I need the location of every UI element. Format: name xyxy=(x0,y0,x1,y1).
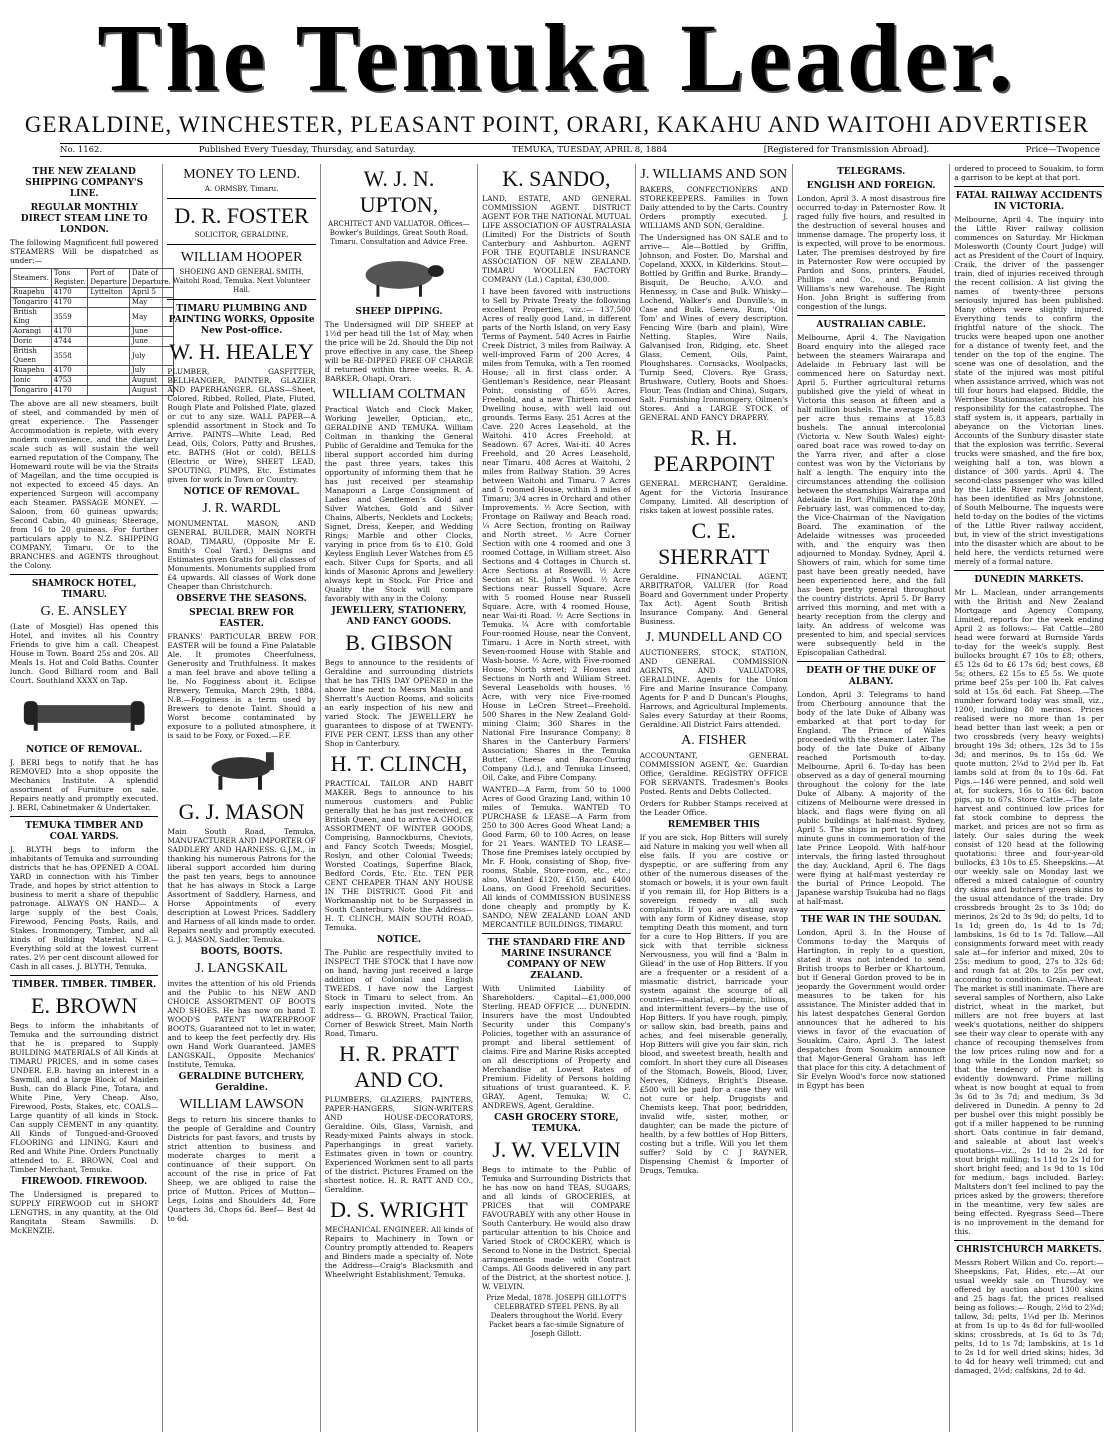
removal-text: J. BERI begs to notify that he has REMOVED Into a shop opposite the Mechanics Institute. A splendid assortment of Furniture on sale. Repairs neatly and promptly executed. J. BERI, Cabinetmaker & Undertaker. xyxy=(10,758,159,812)
table-row xyxy=(11,347,174,366)
column-6 xyxy=(793,164,950,1432)
table-row xyxy=(11,337,174,347)
issue-date: TEMUKA, TUESDAY, APRIL 8, 1884 xyxy=(512,145,668,155)
table-cell: July xyxy=(129,347,173,366)
wright-name: D. S. WRIGHT xyxy=(330,1197,468,1222)
velvin-name: J. W. VELVIN xyxy=(492,1137,621,1162)
table-cell: Tongariro xyxy=(11,298,52,308)
mason-name: G. J. MASON xyxy=(178,799,305,824)
horse-engraving xyxy=(167,746,315,792)
cable-heading: AUSTRALIAN CABLE. xyxy=(816,320,926,330)
telegrams-heading: TELEGRAMS. xyxy=(837,167,906,177)
sando-name: K. SANDO, xyxy=(502,166,611,191)
sando-text: LAND, ESTATE, AND GENERAL COMMISSION AGENT. DISTRICT AGENT FOR THE NATIONAL MUTUAL LIFE ASSOCIATION OF AUSTRALASIA (Limited) For the Districts of South Canterbury and Ashburton. AGENT FOR THE EQUITABLE INSURANCE ASSOCIATION OF NEW ZEALAND. TIMARU WOOLLEN FACTORY COMPANY (Ld.) Capital, £30,000. xyxy=(482,194,631,284)
ratt-name: H. R. PRATT AND CO. xyxy=(339,1041,459,1092)
column-1 xyxy=(6,164,171,1432)
newspaper-subtitle: GERALDINE, WINCHESTER, PLEASANT POINT, ORARI, KAKAHU AND WAITOHI ADVERTISER xyxy=(24,112,1090,137)
dipping-text: The Undersigned will DIP SHEEP at 1½d per head till the 1st of May, when the price will be 2d. Should the Dip not prove effective in any case, the Sheep will be RE-DIPPED FREE OF CHARGE if returned within three weeks. R. A. BARKER, Ohapi, Orari. xyxy=(324,320,474,383)
pearpoint-text: GENERAL MERCHANT, Geraldine. Agent for the Victoria Insurance Company, Limited. All description of risks taken at lowest possible rates. xyxy=(639,479,788,515)
foreign-text: London, April 3. A most disastrous fire occurred to-day in Paternoster Row. It raged fully five hours, and resulted in the destruction of several houses and immense damage. The property loss, it is expected, will prove to be enormous. Later. The premises destroyed by fire in Paternoster Row were occupied by Pardon and Sons, printers, Faudel, Phillips and Co., and Benjamin Williams's new warehouse. The Right Hon. John Bright is suffering from congestion of the lungs. xyxy=(796,194,946,311)
table-cell: 4170 xyxy=(51,386,87,396)
brown-heading: TIMBER. TIMBER. TIMBER. xyxy=(12,980,157,990)
table-cell: April 5 xyxy=(129,288,173,298)
table-cell: June xyxy=(129,337,173,347)
boots-heading: BOOTS, BOOTS. xyxy=(200,947,283,957)
masthead xyxy=(0,0,1114,150)
wardl-text: MONUMENTAL MASON, AND GENERAL BUILDER, MAIN NORTH ROAD, TIMARU, (Opposite Mr E. Smith's Coal Yard.) Designs and Estimates given Gratis for all classes of Monuments. Monuments supplied from £4 upwards. All classes of Work done Cheaper than Christchurch. xyxy=(167,519,316,591)
table-row xyxy=(11,308,174,327)
cable-text: Melbourne, April 4. The Navigation Board enquiry into the alleged race between the steamers Wairarapa and Adelaide in February last will be commenced here on Saturday next. April 5. Further agricultural returns published give the yield of wheat in Victoria this season at fifteen and a half million bushels. The average yield per acre thus remains at 15.83 bushels. The annual intercolonial (Victoria v. New South Wales) eight-oared boat race was rowed to-day on the Yarra river, and after a close contest was won by the Victorians by half a length. The enquiry into the circumstances attending the collision between the steamships Wairarapa and Adelaide in Port Phillip, on the 20th February last, was commenced to-day, the Vice-Chairman of the Navigation Board. The examination of the Adelaide witnesses was proceeded with, and the enquiry was then adjourned to Monday. Sydney, April 4. Showers of rain, which for some time past have been greatly needed, have been experienced here, and the fall has been pretty general throughout the country districts. April 5. Dr Barry arrived this morning, and met with a hearty reception from the clergy and laity. An address of welcome was presented to him, and special services were subsequently held in the Episcopalian Cathedral. xyxy=(796,333,946,657)
notice-heading: NOTICE. xyxy=(376,935,422,945)
dunedin-text: Mr L. Maclean, under arrangements with the British and New Zealand Mortgage and Agency Company, Limited, reports for the week ending April 2 as follows:— Fat Cattle—280 head were forward at Burnside Yards to-day for the week's supply. Best bullocks brought £7 10s to £8; others, £5 12s 6d to £6 17s 6d; best cows, £8 5s; others, £2 15s to £5 5s. We quote prime beef 25s per 100 lb. Fat calves sold at 15s 6d each. Fat Sheep.—The number forward today was small, viz., 1200, including 80 merinos. Prices realised were no more than 1s per head better than last week; a pen or two crossbreds (very heavy weights) brought 19s 3d; others, 12s 3d to 15s 3d; and merinos, 9s to 15s 6d. We quote mutton, 2¼d to 2½d per lb. Fat lambs sold at from 8s to 10s 6d. Fat Pigs.—146 were penned, and sold well at, for suckers, 16s to 16s 6d; bacon pigs, up to 67s. Store Cattle.—The late harvest and continued low prices for fat stock combine to depress the market, and prices are not so firm as lately. Our sales during the week consist of 120 head at the following quotations: three and four-year-old bullocks, £3 10s to £5. Sheepskins.—At our weekly sale on Monday last we offered a mixed catalogue of country dry skins and butchers' green skins to the usual attendance of the trade. Dry crossbreds brought 2s to 3s 10d; do merinos, 2s 2d to 3s 9d; do pelts, 1d to 1s 1d; green do, 1s 4d to 1s 7d; lambskins, 1s 6d to 1s 7d. Tallow.—All consignments forward meet with ready sale at—for inferior and mixed, 20s to 25s; medium to good, 27s to 32s 6d; and rough fat at 20s to 25s per cwt, according to condition. Grain.—Wheat: The market is still inanimate. There are several samples of Northern, also Lake district, wheat in the market, but millers are not free buyers at last week's quotations, neither do shippers see their way clear to operate with any chance of recouping themselves from the low prices ruling now and for a long while in the London market; so that the tendency of the market is evidently downward. Prime milling wheat is now bought at equal to from 3s 6d to 3s 7d; and medium, 3s 3d delivered in Dunedin. A penny to 2d per bushel over this might possibly be got if a miller happened to be running short. Oats continue in fair demand, and saleable at about last week's quotations—viz., 2s 1d to 2s 2d for stout bright milling; 1s 11d to 2s 1d for short bright feed; and 1s 9d to 1s 10d for medium, bags included. Barley: Maltsters don't feel inclined to pay the prices asked by the growers; therefore in the meantime, very few sales are being effected. Ryegrass Seed—There is no improvement in the demand for this. xyxy=(954,588,1104,1236)
sheep-engraving xyxy=(325,253,473,299)
gibson-text: Begs to announce to the residents of Geraldine and surrounding districts that he has THIS DAY OPENED in the above line next to Messrs Maslin and Sherratt's Auction Rooms, and solicits an early inspection of his new and varied Stock. The JEWELLERY he guarantees to dispose of at TWENTY-FIVE PER CENT. LESS than any other Shop in Canterbury. xyxy=(324,658,474,748)
table-cell xyxy=(88,347,130,366)
hotel-proprietor: G. E. ANSLEY xyxy=(40,604,128,619)
steamer-table-header-cell: Port of Departure xyxy=(88,269,130,288)
removal-notice-heading: NOTICE OF REMOVAL. xyxy=(183,487,300,497)
fisher-text: ACCOUNTANT, GENERAL COMMISSION AGENT, &c. Guardian Office, Geraldine. REGISTRY OFFICE FOR SERVANTS. Tradesmen's Books Posted. Rents and Debts Collected. xyxy=(639,751,788,796)
hooper-text: SHOEING AND GENERAL SMITH, Waitohi Road, Temuka. Next Volunteer Hall. xyxy=(172,268,311,294)
albany-text: London, April 3. Telegrams to hand from Cherbourg announce that the body of the late Duke of Albany was embarked at that port to-day for England. The Prince of Wales proceeded with the steamer. Later. The body of the late Duke of Albany reached Portsmouth to-day. Melbourne, April 6. To-day has been observed as a day of general mourning throughout the colony for the late Duke of Albany. A majority of the citizens of Melbourne were dressed in black, and flags were flying on all public buildings at half-mast. Sydney, April 5. The ships in port to-day fired minute guns in commemoration of the late Prince Leopold. With half-hour intervals, the firing lasted throughout the day. Auckland, April 6. The flags were flying at half-mast yesterday re the burial of Prince Leopold. The Japanese warship Tsukuba had no flags at half-mast. xyxy=(796,690,946,906)
column-3 xyxy=(321,164,478,1432)
dateline xyxy=(60,143,1100,157)
table-cell xyxy=(88,308,130,327)
railway-heading: FATAL RAILWAY ACCIDENTS IN VICTORIA. xyxy=(955,191,1103,212)
table-cell: Lyttelton xyxy=(88,288,130,298)
table-cell: June xyxy=(129,327,173,337)
table-row xyxy=(11,366,174,376)
divider xyxy=(797,661,945,662)
steamer-table-header xyxy=(11,269,174,288)
brown-text: Begs to inform the inhabitants of Temuka and the surrounding district that he is prepared to Supply BUILDING MATERIALS of All Kinds at TIMARU PRICES, and in some cases UNDER. E.B. having an interest in a Sawmill, and a large Block of Maiden Bush, can do Black Pine, Totara, and White Pine, Very Cheap. Also, Firewood, Posts, Stakes, etc. COALS—Large quantity of all kinds in Stock. Can supply CEMENT in any quantity. All Kinds of Tongued-and-Grooved FLOORING and LINING, Kauri and Red and White Pine. Orders Punctually attended to. E. BROWN, Coal and Timber Merchant, Temuka. xyxy=(10,1021,159,1174)
jewellery-heading: JEWELLERY, STATIONERY, AND FANCY GOODS. xyxy=(331,606,467,627)
mason-text: Main South Road, Temuka, MANUFACTURER AND IMPORTER OF SADDLERY AND HARNESS. G.J.M., in thanking his numerous Patrons for the liberal support accorded him during the past ten years, begs to announce that he has always in Stock a Large Assortment of Saddlery, Harness, and Horse Appointments of every description at Lowest Prices. Saddlery and Harness of all kinds made to order. Repairs neatly and promptly executed. G. J. MASON, Saddler, Temuka. xyxy=(167,827,316,944)
timber-text: J. BLYTH begs to inform the inhabitants of Temuka and surrounding districts that he has OPENED A COAL YARD in connection with his Timber Trade, and hopes by strict attention to business to merit a share of thepublic patronage. ALWAYS ON HAND— A large supply of the best Coals, Firewood, Fencing Posts, Rails, and Stakes. Ironmongery, Timber, and all kinds of Building Material. N.B.—Everything sold at the lowest current rates. 2½ per cent discount allowed for Cash in all cases. J. BLYTH, Temuka. xyxy=(10,845,159,971)
shipping-subheading: REGULAR MONTHLY DIRECT STEAM LINE TO LONDON. xyxy=(20,203,148,235)
column-4 xyxy=(478,164,635,1432)
foreign-heading: ENGLISH AND FOREIGN. xyxy=(806,181,936,191)
divider xyxy=(954,570,1103,571)
lawson-text: Begs to return his sincere thanks to the people of Geraldine and Country Districts for past favors, and trusts by strict attention to business and moderate charges to merit a continuance of their support. On account of the rise in price of Fat Sheep, we are obliged to raise the price of Mutton. Prices of Mutton— Legs, Loins and Shoulders 4d, Fore Quarters 3d, Chops 6d. Beef— Best 4d to 6d. xyxy=(167,1115,316,1223)
gibson-name: B. GIBSON xyxy=(345,630,453,655)
railway-text: Melbourne, April 4. The inquiry into the Little River railway collision commences on Saturday. Mr Hickman Molesworth (County Court Judge) will act as President of the Court of Inquiry. Craik, the driver of the passenger train, died of injuries received through the recent collision. A list giving the names of twenty-three persons seriously injured has been published. Many others were slightly injured. Everything tends to confirm the frightful nature of the shock. The trucks were heaped upon one another for a distance of twenty feet, and the tender on the top of the engine. The scene was one of desolation, and the state of the injured was most pitiful when assistance arrived, which was not till four hours had elapsed. Biddle, the Werribee Stationmaster, confessed his responsibility for the catastrophe. The staff system is, it appears, partially in abeyance on the Victorian lines. Accounts of the Sunbury disaster state that the explosion was terrific. Several trucks were smashed, and the fire box, weighing half a ton, was blown a distance of 300 yards. April 4. The second-class passenger who was killed by the Little River railway accident, has been identified as Mrs Johnstone, of South Melbourne. The inquests were held to-day on the bodies of the victims of the Little River railway accident, but, in view of the strict investigations into the disaster which are about to be held here, the verdicts returned were merely of a formal nature. xyxy=(954,215,1104,566)
divider xyxy=(954,186,1103,187)
langskail-name: J. LANGSKAIL xyxy=(195,961,288,976)
upton-text: ARCHITECT AND VALUATOR. Offices—Bowker's Buildings, Great South Road, Timaru. Consultation and Advice Free. xyxy=(328,220,470,246)
table-cell: Ionic xyxy=(11,376,52,386)
table-cell: British King xyxy=(11,308,52,327)
table-cell: Ruapehu xyxy=(11,366,52,376)
wanted-text: WANTED—A Farm, from 50 to 1000 Acres of Good Grazing Land, within 10 miles of Temuka. WANTED TO PURCHASE & LEASE—A Farm from 250 to 300 Acres Good Wheat Land; a Good Farm, 60 to 100 Acres, on lease for 21 Years. WANTED TO LEASE—Those fine Premises lately occupied by Mr. F. Hook, consisting of Shop, five-rooms, Stable, Store-room, etc., etc.; also, Wanted £120, £150, and £400 Loans, on Good Freehold Securities. All kinds of COMMISSION BUSINESS done cheaply and promptly by K. SANDO, NEW ZEALAND LOAN AND MERCANTILE BUILDINGS, TIMARU. xyxy=(482,785,631,929)
lawson-name: WILLIAM LAWSON xyxy=(179,1097,304,1112)
shipping-intro: The following Magnificent full powered STEAMERS Will be dispatched as under:— xyxy=(10,238,159,265)
steamer-table xyxy=(10,268,174,396)
steamer-table-body xyxy=(11,288,174,396)
wardl-name: J. R. WARDL xyxy=(202,501,281,516)
table-cell: 4744 xyxy=(51,337,87,347)
clinch-text: PRACTICAL TAILOR AND HABIT MAKER. Begs to announce to his numerous customers and Public generally that he has just received, ex British Queen, and to arrive A CHOICE ASSORTMENT OF WINTER GOODS, Comprising, Bannockburns, Cheviots, and Fancy Scotch Tweeds; Mosgiel, Roslyn, and other Colonial Tweeds; Worsted Coatings, Superfine Black, Bedford Cords, Etc. Etc. TEN PER CENT CHEAPER THAN ANY HOUSE IN THE DISTRICT. Good Fit and Workmanship not to be Surpassed in South Canterbury. Note the Address— H. T. CLINCH, MAIN SOUTH ROAD, Temuka. xyxy=(324,779,474,932)
steamer-table-header-cell: Date of Departure. xyxy=(129,269,173,288)
hotel-heading: SHAMROCK HOTEL, TIMARU. xyxy=(31,579,137,600)
table-cell: 4170 xyxy=(51,366,87,376)
newspaper-title: The Temuka Leader. xyxy=(97,4,1017,111)
williams-name: J. WILLIAMS AND SON xyxy=(640,167,788,182)
hop-bitters-text: If you are sick, Hop Bitters will surely aid Nature in making you well when all else fails. If you are costive or dyspeptic, or are suffering from any other of the numerous diseases of the stomach or bowels, it is your own fault if you remain ill, for Hop Bitters is a sovereign remedy in all such complaints. If you are wasting away with any form of Kidney disease, stop tempting Death this moment, and turn for a cure to Hop Bitters. If you are sick with that terrible sickness Nervousness, you will find a 'Balm in Gilead' in the use of Hop Bitters. If you are a frequenter or a resident of a miasmatic district, barricade your system against the scourge of all countries—malarial, epidemic, bilious, and intermittent fevers—by the use of Hop Bitters. If you have rough, pimply, or sallow skin, bad breath, pains and aches, and feel miserable generally, Hop Bitters will give you fair skin, rich blood, and sweetest breath, health and comfort. In short they cure all Diseases of the Stomach, Bowels, Blood, Liver, Nerves, Kidneys, Bright's Disease. £500 will be paid for a case they will not cure or help. Druggists and Chemists keep. That poor, bedridden, invalid wife, sister, mother, or daughter, can be made the picture of health, by a few bottles of Hop Bitters, costing but a trifle. Will you let them suffer? Sold by C J RAYNER, Dispensing Chemist & Importer of Drugs, Temuka. xyxy=(639,833,788,1175)
divider xyxy=(167,299,315,300)
foster-name: D. R. FOSTER xyxy=(174,203,309,228)
plumbing-heading: TIMARU PLUMBING AND PAINTING WORKS, Opposite New Post-office. xyxy=(168,304,315,336)
langskail-text: invites the attention of his old Friends and the Public to his NEW AND CHOICE ASSORTMENT OF BOOTS AND SHOES. He has now on hand T. WOOD'S PATENT WATERPROOF BOOTS, Guaranteed not to let in water, and to keep the feet perfectly dry. His own Hand Work Guaranteed. JAMES LANGSKAIL, Opposite Mechanics' Institute, Temuka. xyxy=(167,979,316,1069)
timber-heading: TEMUKA TIMBER AND COAL YARDS. xyxy=(25,821,144,842)
fisher-name: A. FISHER xyxy=(681,733,747,748)
divider xyxy=(797,910,945,911)
dunedin-heading: DUNEDIN MARKETS. xyxy=(974,575,1084,585)
ratt-text: PLUMBERS, GLAZIERS, PAINTERS, PAPER-HANGERS, SIGN-WRITERS AND HOUSE-DECORATORS, Geraldine. Oils, Glass, Varnish, and Ready-mixed Paints always in stock. Paperhangings in great variety. Estimates given in town or country. Experienced Workmen sent to all parts of the district. Pictures Framed on the shortest notice. H. R. RATT AND CO., Geraldine. xyxy=(324,1095,474,1194)
table-cell xyxy=(88,386,130,396)
shipping-text: The above are all new steamers, built of steel, and commanded by men of great experience. The Passenger Accommodation is replete, with every modern convenience, and the dietary scale such as will sustain the well earned reputation of the Company. The Homeward route will be via the Straits of Magellan, and the time occupied is not expected to exceed 45 days. An experienced Surgeon will accompany each Steamer. PASSAGE MONEY. — Saloon, from 60 guineas upwards; Second Cabin, 40 guineas; Steerage, from 16 to 20 guineas. For further particulars apply to N.Z. SHIPPING COMPANY, Timaru, Or to the BRANCHES and AGENTS throughout the Colony. xyxy=(10,399,159,570)
standard-insurance-heading: THE STANDARD FIRE AND MARINE INSURANCE COMPANY OF NEW ZEALAND. xyxy=(487,938,626,981)
divider xyxy=(954,1240,1103,1241)
table-cell: May xyxy=(129,308,173,327)
table-cell: 3558 xyxy=(51,347,87,366)
column-5 xyxy=(636,164,793,1432)
table-cell: August xyxy=(129,386,173,396)
registration-note: [Registered for Transmission Abroad]. xyxy=(763,145,930,155)
table-row xyxy=(11,376,174,386)
velvin-text: Begs to intimate to the Public of Temuka and Surrounding Districts that he has now on hand TEAS, SUGARS, and all kinds of GROCERIES, at PRICES that will COMPARE FAVOURABLY with any other House in South Canterbury. He would also draw particular attention to his Choice and Varied Stock of CROCKERY, which is Second to None in the District. Special arrangements made with Contract Camps. All Goods delivered in any part of the District, at the shortest notice. J. W. VELVIN. xyxy=(482,1165,631,1291)
divider xyxy=(10,816,158,817)
table-cell xyxy=(88,298,130,308)
issue-number: No. 1162. xyxy=(60,145,103,155)
steamer-table-header-cell: Steamers. xyxy=(11,269,52,288)
christchurch-heading: CHRISTCHURCH MARKETS. xyxy=(956,1245,1102,1255)
table-cell: 4170 xyxy=(51,288,87,298)
sofa-engraving xyxy=(10,691,158,737)
table-row xyxy=(11,386,174,396)
coltman-text: Practical Watch and Clock Maker, Working Jeweller, Optician, etc., GERALDINE AND TEMUKA. William Coltman in thanking the General Public of Geraldine and Temuka for the liberal support accorded him during the past three years, takes this opportunity of informing them that he has just received per steamship Manapouri a Large Consignment of Ladies and Gentlemen's Gold and Silver Watches, Gold and Silver Chains, Alberts, Necklets and Lockets; Signet, Dress, Keeper, and Wedding Rings; Marble and other Clocks, varying in price from 6s to £10. Gold Keyless English Lever Watches from £5 each. Silver Cups for Sports, and all kinds of Masonic Aprons and Jewellery always kept in Stock. For Price and Quality the Stock will compare favorably with any in the Colony. xyxy=(324,405,474,603)
christchurch-text: Messrs Robert Wilkin and Co. report:— Sheepskins, Fat, Hides, etc.—At our usual weekly sale on Thursday we offered by auction about 1300 skins and 25 bags fat, the prices realised being as follows:— Rough, 2½d to 2¾d; tallow, 3d; pelts, 1¼d per lb. Merinos at from 1s up to 4s 8d for full-woolled skins; crossbreds, at 1s 6d to 3s 7d; pelts, 1d to 1s 7d; lambskins, at 1s 1d to 2s 1d for well dried skins; hides, 3d to 4d for heavy well trimmed; cut and damaged, 2½d; calfskins, 2d to 4d. xyxy=(954,1258,1104,1375)
divider xyxy=(10,975,158,976)
table-cell xyxy=(88,337,130,347)
butchery-heading: GERALDINE BUTCHERY, Geraldine. xyxy=(178,1072,305,1093)
table-cell: Doric xyxy=(11,337,52,347)
divider xyxy=(167,198,315,199)
table-cell xyxy=(88,327,130,337)
soudan-text: London, April 3. In the House of Commons to-day the Marquis of Hartington, in reply to a question, stated it was not intended to send British troops to Berber or Khartoum, but if General Gordon proved to be in jeopardy the Government would order measures to be taken for his assistance. The Minister added that in his latest despatches General Gordon announces that he adhered to his views in favor of the evacuation of Souakim. Cairo, April 3. The latest despatches from Souakim announce that Major-General Graham has left that place for this city. A detachment of Sir Evelyn Wood's force now stationed in Egypt has been xyxy=(796,928,946,1090)
gillott-text: Prize Medal, 1878. JOSEPH GILLOTT'S CELEBRATED STEEL PENS. By all Dealers throughout the World. Every Packet bears a fac-simile Signature of Joseph Gillott. xyxy=(486,1294,627,1338)
brown-name: E. BROWN xyxy=(31,993,138,1018)
ormsby-heading: MONEY TO LEND. xyxy=(183,167,300,182)
wright-text: MECHANICAL ENGINEER. All kinds of Repairs to Machinery in Town or Country promptly attended to. Reapers and Binders made a specialty of. Note the Address—Craig's Blacksmith and Wheelwright Establishment, Temuka. xyxy=(324,1225,474,1279)
brew-text: FRANKS' PARTICULAR BREW FOR EASTER will be found a Fine Palatable Ale. It promotes Cheerfulness, Generosity and Truthfulness. It makes a man feel brave and above telling a lie. No Fogginess about it. Eclipse Brewery, Temuka, March 29th, 1884. N.B.—Fogginess is a term used by Brewers to denote Taint. Should a Worst become contaminated by exposure to a polluted atmosphere, it is said to be Foxy, or Foxed.—F.F. xyxy=(167,632,316,740)
table-cell: August xyxy=(129,376,173,386)
columns xyxy=(6,164,1108,1432)
pearpoint-name: R. H. PEARPOINT xyxy=(653,425,775,476)
remember-heading: REMEMBER THIS xyxy=(667,820,760,830)
healey-name: W. H. HEALEY xyxy=(169,339,314,364)
hotel-text: (Late of Mosgiel) Has opened this Hotel, and invites all his Country Friends to give him a call. Cheapest House in Town. Board 25s and 20s. All Meals 1s. Hot and Cold Baths. Counter lunch. Good Billiard room and Ball Court. Southland XXXX on Tap. xyxy=(10,622,159,685)
dipping-heading: SHEEP DIPPING. xyxy=(355,307,443,317)
grocery-heading: CASH GROCERY STORE, TEMUKA. xyxy=(494,1113,619,1134)
seasons-heading: OBSERVE THE SEASONS. xyxy=(176,594,307,604)
removal-heading: NOTICE OF REMOVAL. xyxy=(26,745,143,755)
sherratt-text: Geraldine. FINANCIAL AGENT, ARBITRATOR, VALUER (for Road Board and Government under Property Tax Act). Agent South British Insurance Company. And General Business. xyxy=(639,572,788,626)
table-cell: 4170 xyxy=(51,298,87,308)
table-cell: 3559 xyxy=(51,308,87,327)
table-cell: Aorangi xyxy=(11,327,52,337)
mundell-text: AUCTIONEERS, STOCK, STATION, AND GENERAL COMMISSION AGENTS, AND VALUATORS, GERALDINE. Agents for the Union Fire and Marine Insurance Company. Agents for P and D Duncan's Ploughs, Harrows, and Agricultural Implements. Sales every Saturday at their Rooms, Geraldine. All District Fairs attended. xyxy=(639,648,788,729)
notice-text: The Public are respectfully invited to INSPECT THE STOCK that I have now on hand, having just received a large addition of Colonial and English TWEEDS. I have now the Largest Stock in Timaru to select from. An early inspection invited. Note the address— G. BROWN, Practical Tailor, Corner of Beswick Street, Main North Road, Timaru. xyxy=(324,948,474,1038)
sherratt-name: C. E. SHERRATT xyxy=(658,518,770,569)
coltman-name: WILLIAM COLTMAN xyxy=(332,387,466,402)
table-cell: British Queen xyxy=(11,347,52,366)
table-cell: May xyxy=(129,298,173,308)
divider xyxy=(797,315,945,316)
sando-property-list: I have been favored with instructions to Sell by Private Treaty the following excellent Properties, viz.:— 137,500 Acres of really good Land, in different parts of the North Island, on very Easy Terms of Payment. 540 Acres in Fairlie Creek District, 3 miles from Railway. A well-improved Farm of 200 Acres, 4 miles from Temuka, with a Ten roomed House; all in first class order. A Gentleman's Residence, near Pleasant Point, consisting of 65½ Acres, Freehold, and a new Thirteen roomed Dwelling house, with well laid out grounds. Terms Easy. 251 Acres at the Cave. 220 Acres Leasehold, at the Waitohi. 410 Acres Freehold, at Seadown. 67 Acres, Wai-iti. 40 Acres Freehold, and 20 Acres Leasehold, near Timaru. 408 Acres at Waitohi, 2 miles from Railway Station. 39 Acres between Waitohi and Timaru. 7 Acres and 5 roomed House, within 3 miles of Timaru; 3/4 acres in Orchard and other Improvements. ½ Acre Section, with Frontage on Railway and Beach road. ¼ Acre Section, fronting on Railway and North street. ½ Acre Corner Section with one 4 roomed and one 3 roomed Cottage, in William street. Also Sections and 4 Cottages in Church st. Acre Sections at Rosewill. ½ Acre Section at St. John's Wood. ½ Acre Sections near Russell Square. Acre with 5 roomed House near Russell Square. Acre, with 4 roomed House, near Wai-iti Road. ½ Acre Sections in Temuka. ¼ Acre with comfortable Four-roomed House, near the Convent, Timaru. 1 Acre in North street, with Seven-roomed House with Stable and Wash-house. ½ Acre, with Five-roomed House, North street; 2 Houses and Sections in North and William Street. Several Leaseholds with houses. ½ Acre, with very nice Five-roomed House in LeCren Street—Freehold. 500 Shares in the New Zealand Gold-mining Claim; 360 Shares in the National Fire Insurance Company; 8 Shares in the Canterbury Farmers' Association; Shares in the Temuka Butter, Cheese and Bacon-Curing Company (Ld.), and Temuka Linseed, Oil, Cake, and Fibre Company. xyxy=(482,287,631,782)
publication-schedule: Published Every Tuesday, Thursday, and Saturday. xyxy=(198,145,416,155)
standard-insurance-text: With Unlimited Liability of Shareholders. Capital—£1,000,000 Sterling. HEAD OFFICE .... DUNEDIN. Insurers have the most Undoubted Security under this Company's Policies, together with an assurance of prompt and liberal settlement of claims. Fire and Marine Risks accepted on all descriptions of Property and Merchandise at Lowest Rates of Premium. Fidelity of Persons holding situations of trust guaranteed. K. F. GRAY, Agent, Temuka; W. C. ANDREWS, Agent, Geraldine. xyxy=(482,984,631,1110)
table-row xyxy=(11,288,174,298)
rubber-stamps-text: Orders for Rubber Stamps received at the Leader Office. xyxy=(639,799,788,817)
williams-text: BAKERS, CONFECTIONERS AND STOREKEEPERS. Families in Town Daily attended to by the Carts. Country Orders promptly executed. J. WILLIAMS AND SON, Geraldine. xyxy=(639,185,788,230)
table-cell: Ruapehu xyxy=(11,288,52,298)
table-cell xyxy=(88,366,130,376)
firewood-heading: FIREWOOD. FIREWOOD. xyxy=(21,1177,148,1187)
sale-text: The Undersigned has ON SALE and to arrive— Ale—Bottled by Griffin, Johnson, and Foster. Do, Marshal and Copeland, XXXX, in Kilderkins. Stout—Bottled by Griffin and Burke. Brandy—Bisquit, De Beucho, A.V.O. and Hennessy, in Case and Bulk. Whisky—Lochend, Walker's and Dunville's, in Case and Bulk. Geneva, Rum, 'Old Tom' and Wines of every description. Fencing Wire (barb and plain), Wire Netting. Staples, Wire Nails, Galvanised Iron, Ridging, etc. Sheet Glass, Cement, Oils, Paint, Ploughshares. Cornsacks, Woolpacks, Turnip Seed, Clovers. Rye Grass, Brushware, Cutlery, Boots and Shoes. Flour, Teas (Indian and China), Sugars, Salt. Furnishing Ironmongery. Oilmen's Stores. And a LARGE STOCK of GENERAL AND FANCY DRAPERY. xyxy=(639,233,788,422)
steamer-table-header-cell: Tons Register. xyxy=(51,269,87,288)
table-cell xyxy=(88,376,130,386)
divider xyxy=(482,933,630,934)
table-cell: July xyxy=(129,366,173,376)
soudan-continued: ordered to proceed to Souakim, to form a garrison to be kept at that port. xyxy=(954,164,1104,182)
divider xyxy=(10,574,158,575)
clinch-name: H. T. CLINCH, xyxy=(330,751,468,776)
column-7 xyxy=(950,164,1107,1432)
brew-heading: SPECIAL BREW FOR EASTER. xyxy=(189,608,294,629)
table-cell: 4753 xyxy=(51,376,87,386)
table-cell: Tongariro xyxy=(11,386,52,396)
table-row xyxy=(11,298,174,308)
soudan-heading: THE WAR IN THE SOUDAN. xyxy=(800,915,942,925)
hooper-name: WILLIAM HOOPER xyxy=(180,250,303,265)
upton-name: W. J. N. UPTON, xyxy=(359,166,439,217)
divider xyxy=(167,244,315,245)
table-row xyxy=(11,327,174,337)
foster-text: SOLICITOR, GERALDINE. xyxy=(194,231,289,239)
table-cell: 4170 xyxy=(51,327,87,337)
firewood-text: The Undersigned is prepared to SUPPLY FIREWOOD cut in SHORT LENGTHS, in any quantity, at the Old Rangitata Steam Sawmills. D. McKENZIE. xyxy=(10,1190,159,1235)
albany-heading: DEATH OF THE DUKE OF ALBANY. xyxy=(806,666,937,687)
column-2 xyxy=(163,164,320,1432)
issue-price: Price—Twopence xyxy=(1025,145,1100,155)
mundell-name: J. MUNDELL AND CO xyxy=(645,630,782,645)
ormsby-text: A. ORMSBY, Timaru. xyxy=(204,185,279,193)
healey-text: PLUMBER, GASFITTER, BELLHANGER, PAINTER, GLAZIER AND PAPERHANGER. GLASS—Sheet, Colored, Ribbed, Rolled, Plate, Fluted, Rough Plate and Polished Plate, glazed or cut to any size. WALL PAPER—A splendid assortment in Stock and To Arrive. PAINTS—White Lead, Red Lead, Oils, Colors, Putty and Brushes, etc. BATHS (Hot or cold), BELLS (Electric or Wire), SHEET LEAD, SPOUTING, PUMPS, Etc. Estimates given for work in Town or Country. xyxy=(167,367,316,484)
shipping-heading: THE NEW ZEALAND SHIPPING COMPANY'S LINE. xyxy=(25,167,144,199)
